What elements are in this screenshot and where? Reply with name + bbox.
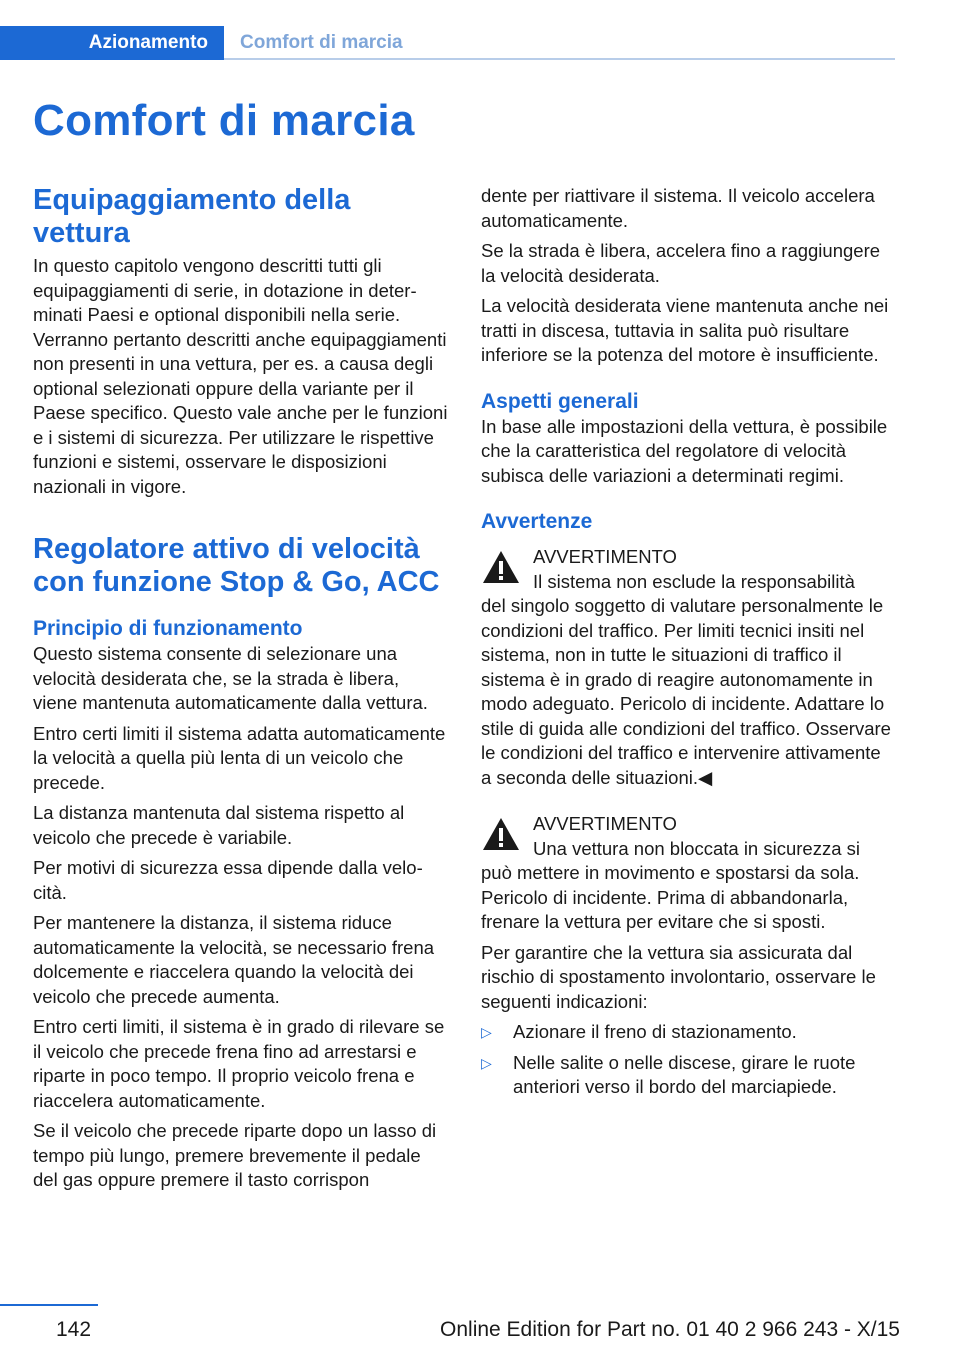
list-item — [481, 1020, 896, 1045]
warning-triangle-icon — [481, 549, 521, 585]
warning-text-1-first: Il sistema non esclude la responsabilità — [533, 570, 855, 592]
list-item-text: Nelle salite o nelle discese, girare le ruote anteriori verso il bordo del marciapiede. — [513, 1051, 856, 1097]
paragraph-principio-7: Se il veicolo che precede riparte dopo un lasso di tempo più lungo, premere brevemente il pedale del gas oppure premere il tasto corrispon — [33, 1120, 437, 1190]
heading-principio: Principio di funzionamento — [33, 617, 303, 640]
warning-label-2: AVVERTIMENTO — [533, 813, 677, 834]
page-title: Comfort di marcia — [33, 96, 415, 145]
paragraph-principio-5: Per mantenere la distanza, il sistema riduce automaticamente la velocità, se necessario frena dolcemente e riaccelera quando la velocità dei veicolo che precede aumenta. — [33, 912, 435, 1007]
list-item-text: Azionare il freno di stazionamento. — [513, 1021, 797, 1042]
paragraph-principio-3: La distanza mantenuta dal sistema rispetto al veicolo che precede è variabile. — [33, 802, 405, 848]
heading-aspetti-generali: Aspetti generali — [481, 389, 639, 413]
bullet-list — [481, 1020, 896, 1100]
left-column — [33, 184, 448, 1193]
heading-avvertenze: Avvertenze — [481, 510, 593, 533]
header-bar — [0, 26, 895, 62]
footer-rule — [0, 1304, 98, 1306]
header-section-tab: Azionamento — [0, 26, 224, 60]
paragraph-aspetti-generali: In base alle impostazioni della vettura, è possibile che la caratteristica del regolatore di velocità subisca delle variazioni a determinati regimi. — [481, 415, 888, 486]
right-column — [481, 184, 896, 1100]
triangle-bullet-icon: ▷ — [481, 1024, 492, 1040]
paragraph-principio-6: Entro certi limiti, il sistema è in grado di rilevare se il veicolo che precede frena fino ad arrestarsi e riparte in poco tempo. Il proprio veicolo frena e riaccelera automaticamente. — [33, 1016, 445, 1111]
heading-acc: Regolatore attivo di velocità con funzione Stop & Go, ACC — [33, 533, 440, 598]
header-subsection-tab: Comfort di marcia — [240, 32, 403, 53]
paragraph-continued-2: Se la strada è libera, accelera fino a raggiungere la velocità desiderata. — [481, 240, 881, 286]
paragraph-principio-4: Per motivi di sicurezza essa dipende dalla velocità. — [33, 857, 423, 903]
heading-equipaggiamento: Equipaggiamento della vettura — [33, 184, 351, 249]
triangle-bullet-icon: ▷ — [481, 1054, 492, 1071]
paragraph-continued-1: dente per riattivare il sistema. Il veicolo accelera automaticamente. — [481, 185, 875, 231]
paragraph-principio-2: Entro certi limiti il sistema adatta automaticamente la velocità a quella più lenta di un veicolo che precede. — [33, 722, 446, 793]
footer-edition: Online Edition for Part no. 01 40 2 966 243 - X/15 — [440, 1318, 900, 1341]
paragraph-equipaggiamento: In questo capitolo vengono descritti tutti gli equipaggiamenti di serie, in dotazione in determinati Paesi e optional disponibili nella serie. Verranno pertanto descritti anche equipaggiamenti non presenti in una vettura, per es. a causa degli optional selezionati oppure della variante per il Paese specifico. Questo vale anche per le funzioni e i sistemi di sicurezza. Per utilizzare le rispettive funzioni e sistemi, osservare le disposizioni nazionali in vigore. — [33, 255, 448, 497]
paragraph-principio-1: Questo sistema consente di selezionare una velocità desiderata che, se la strada è libera, viene mantenuta automaticamente dalla vettura. — [33, 643, 428, 713]
paragraph-garantire: Per garantire che la vettura sia assicurata dal rischio di spostamento involontario, osservare le seguenti indicazioni: — [481, 941, 876, 1012]
paragraph-continued-3: La velocità desiderata viene mantenuta anche nei tratti in discesa, tuttavia in salita può risultare inferiore se la potenza del motore è insufficiente. — [481, 295, 889, 365]
list-item — [481, 1051, 896, 1100]
warning-block-2 — [481, 812, 896, 935]
warning-label-1: AVVERTIMENTO — [533, 546, 677, 567]
warning-text-2-rest: può mettere in movimento e spostarsi da sola. Pericolo di incidente. Prima di abbandonarla, frenare la vettura per evitare che si sposti. — [481, 862, 860, 932]
page-number: 142 — [56, 1318, 92, 1341]
warning-text-2-first: Una vettura non bloccata in sicurezza si — [533, 837, 861, 859]
warning-triangle-icon — [481, 816, 521, 852]
warning-block-1 — [481, 545, 896, 790]
warning-text-1-rest: del singolo soggetto di valutare personalmente le condizioni del traffico. Per limiti tecnici insiti nel sistema, non in tutte le situazioni di traffico il sistema è in grado di reagire autonomamente in modo adeguato. Pericolo di incidente. Adattare lo stile di guida alle condizioni del traffico. Osservare le condizioni del traffico e intervenire attivamente a seconda delle situazioni.◀ — [481, 595, 891, 788]
header-rule — [224, 58, 895, 60]
